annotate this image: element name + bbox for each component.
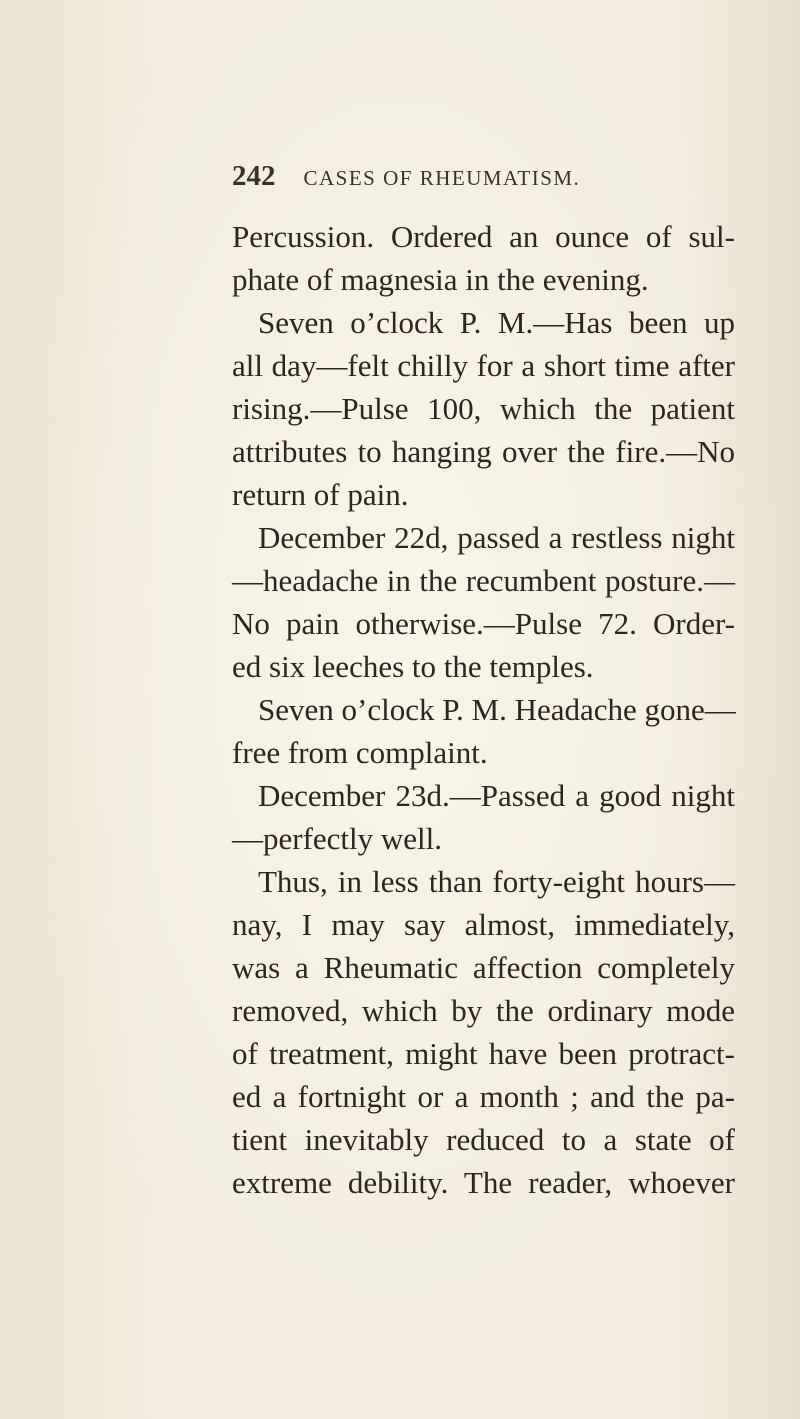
text-line: —headache in the recumbent posture.—: [232, 563, 735, 598]
text-line: —perfectly well.: [232, 821, 443, 856]
text-line: free from complaint.: [232, 735, 488, 770]
text-line: Thus, in less than forty-eight hours—: [258, 864, 735, 899]
text-line: removed, which by the ordinary mode: [232, 993, 735, 1028]
text-line: phate of magnesia in the evening.: [232, 262, 649, 297]
text-line: of treatment, might have been protract-: [232, 1036, 735, 1071]
text-line: nay, I may say almost, immediately,: [232, 907, 735, 942]
text-line: December 22d, passed a restless night: [258, 520, 735, 555]
text-line: rising.—Pulse 100, which the patient: [232, 391, 735, 426]
text-line: tient inevitably reduced to a state of: [232, 1122, 735, 1157]
text-line: was a Rheumatic affection completely: [232, 950, 735, 985]
text-line: return of pain.: [232, 477, 409, 512]
text-line: No pain otherwise.—Pulse 72. Order-: [232, 606, 735, 641]
text-line: December 23d.—Passed a good night: [258, 778, 735, 813]
running-head: [232, 160, 580, 200]
text-line: extreme debility. The reader, whoever: [232, 1165, 735, 1200]
text-line: Percussion. Ordered an ounce of sul-: [232, 219, 735, 254]
running-title: CASES OF RHEUMATISM.: [303, 166, 581, 190]
page-number: 242: [232, 160, 276, 192]
text-line: all day—felt chilly for a short time after: [232, 348, 735, 383]
text-line: ed a fortnight or a month ; and the pa-: [232, 1079, 735, 1114]
text-line: Seven o’clock P. M.—Has been up: [258, 305, 735, 340]
text-line: Seven o’clock P. M. Headache gone—: [258, 692, 736, 727]
text-line: ed six leeches to the temples.: [232, 649, 594, 684]
text-line: attributes to hanging over the fire.—No: [232, 434, 735, 469]
